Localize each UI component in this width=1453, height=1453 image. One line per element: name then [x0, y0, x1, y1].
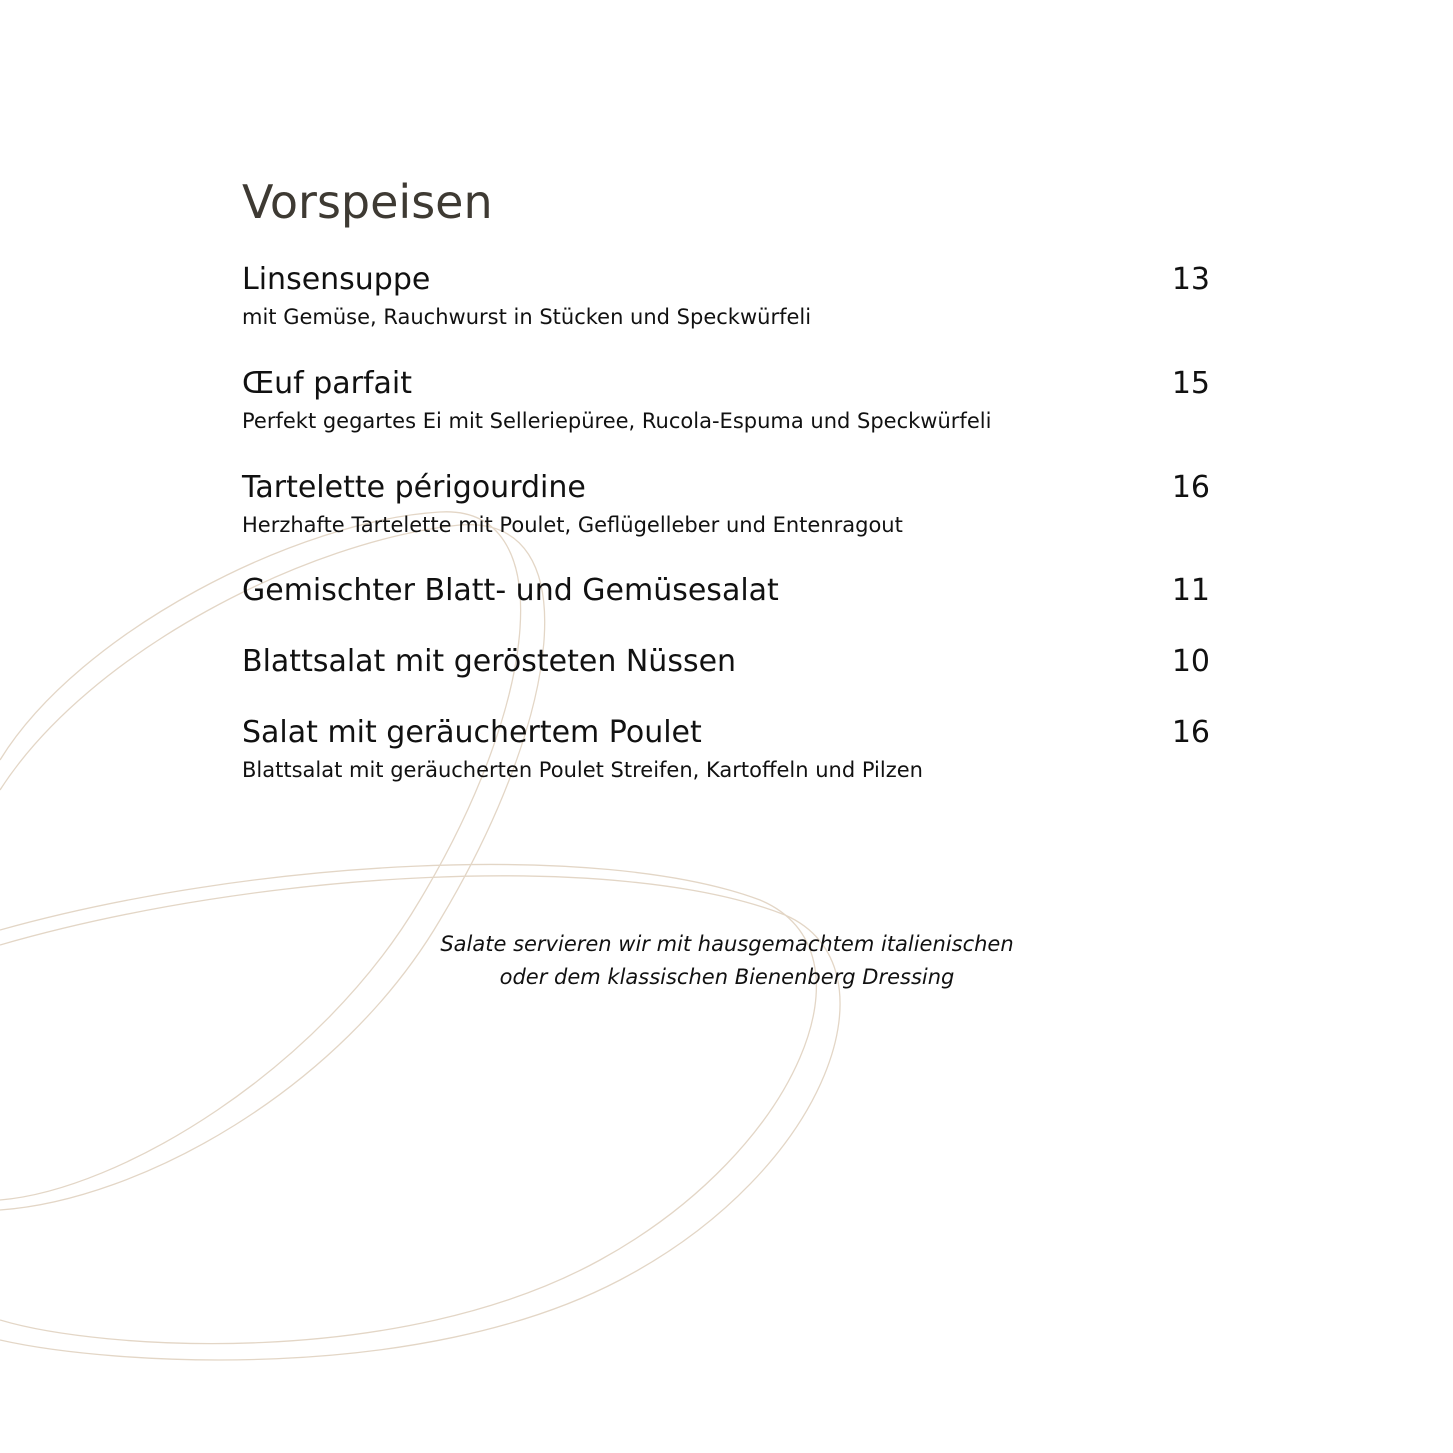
menu-item-name: Blattsalat mit gerösteten Nüssen: [242, 644, 737, 679]
menu-item-row: [242, 713, 1212, 753]
footnote-line-1: Salate servieren wir mit hausgemachtem italienischen: [440, 932, 1014, 956]
menu-item-description: Perfekt gegartes Ei mit Selleriepüree, Rucola-Espuma und Speckwürfeli: [242, 409, 992, 433]
menu-item-blattsalat-nuessen: [242, 642, 1212, 682]
menu-item-row: [242, 468, 1212, 508]
menu-item-name: Tartelette périgourdine: [242, 470, 586, 505]
menu-item-price: 16: [1171, 715, 1210, 750]
menu-item-price: 16: [1171, 470, 1210, 505]
menu-item-price: 11: [1171, 573, 1210, 608]
menu-page: [242, 0, 1212, 1453]
menu-item-gemischter-salat: [242, 571, 1212, 611]
footnote-line-2: oder dem klassischen Bienenberg Dressing: [499, 965, 955, 989]
menu-item-name: Salat mit geräuchertem Poulet: [242, 715, 702, 750]
menu-item-description: Blattsalat mit geräucherten Poulet Streifen, Kartoffeln und Pilzen: [242, 758, 923, 782]
menu-item-description: mit Gemüse, Rauchwurst in Stücken und Speckwürfeli: [242, 305, 812, 329]
menu-item-description: Herzhafte Tartelette mit Poulet, Geflügelleber und Entenragout: [242, 513, 903, 537]
menu-item-price: 15: [1171, 366, 1210, 401]
menu-item-linsensuppe: [242, 260, 1212, 334]
menu-item-tartelette: [242, 468, 1212, 542]
menu-item-row: [242, 642, 1212, 682]
menu-item-salat-poulet: [242, 713, 1212, 787]
menu-item-row: [242, 571, 1212, 611]
section-title: Vorspeisen: [242, 175, 493, 229]
menu-item-price: 10: [1171, 644, 1210, 679]
menu-item-name: Gemischter Blatt- und Gemüsesalat: [242, 573, 779, 608]
menu-item-row: [242, 364, 1212, 404]
menu-item-row: [242, 260, 1212, 300]
dressing-footnote: [242, 928, 1212, 994]
menu-item-name: Linsensuppe: [242, 262, 431, 297]
menu-item-oeuf-parfait: [242, 364, 1212, 438]
menu-item-price: 13: [1171, 262, 1210, 297]
menu-item-name: Œuf parfait: [242, 366, 413, 401]
